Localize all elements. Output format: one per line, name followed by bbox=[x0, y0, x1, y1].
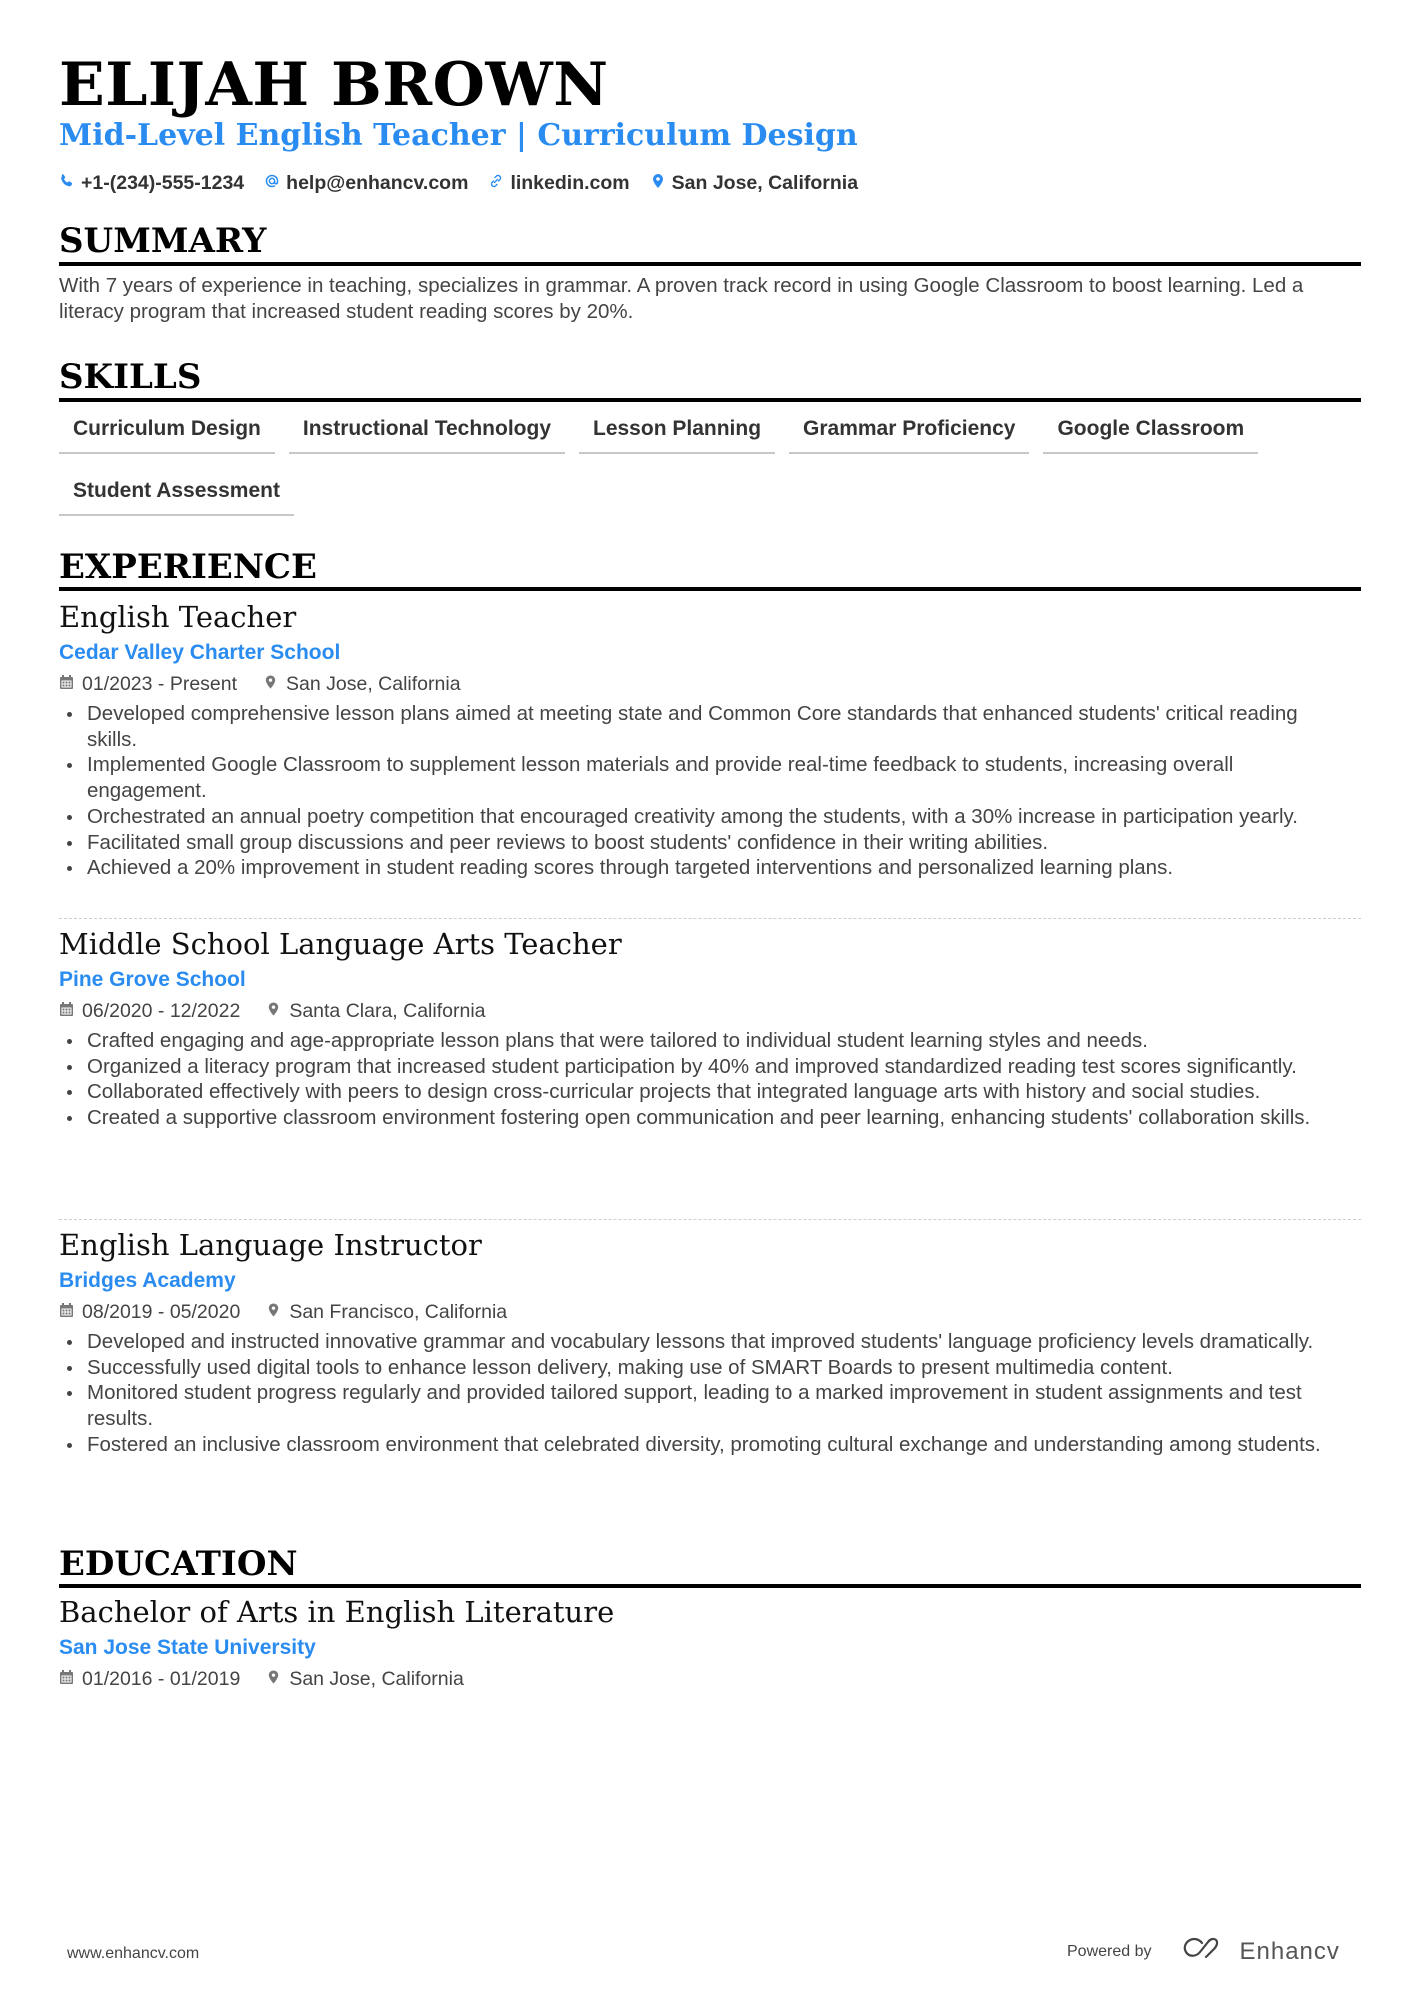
education-location bbox=[266, 1666, 464, 1692]
brand-name: Enhancv bbox=[1239, 1937, 1340, 1965]
job-bullets bbox=[59, 701, 1361, 881]
dates-text: 01/2016 - 01/2019 bbox=[82, 1668, 241, 1690]
infinity-heart-icon bbox=[1180, 1935, 1228, 1968]
job-dates bbox=[59, 1299, 240, 1325]
skill-tag: Lesson Planning bbox=[579, 410, 775, 454]
location-pin-icon bbox=[266, 998, 281, 1024]
dates-text: 01/2023 - Present bbox=[82, 673, 238, 695]
contact-location bbox=[650, 170, 858, 196]
education-heading: EDUCATION bbox=[59, 1544, 298, 1584]
footer-website[interactable]: www.enhancv.com bbox=[67, 1945, 200, 1962]
bullet-item: Collaborated effectively with peers to design cross-curricular projects that integrated language arts with history and social studies. bbox=[59, 1079, 1361, 1105]
summary-divider bbox=[59, 262, 1361, 266]
calendar-icon bbox=[59, 1666, 74, 1692]
location-text: San Jose, California bbox=[671, 172, 859, 194]
contact-phone[interactable] bbox=[59, 170, 244, 196]
bullet-item: Fostered an inclusive classroom environment that celebrated diversity, promoting cultural exchange and understanding among students. bbox=[59, 1432, 1361, 1458]
experience-divider bbox=[59, 587, 1361, 591]
footer-branding bbox=[1067, 1935, 1340, 1968]
job-location bbox=[266, 1299, 507, 1325]
job-title: English Teacher bbox=[59, 600, 297, 634]
location-text: San Francisco, California bbox=[289, 1301, 508, 1323]
summary-text: With 7 years of experience in teaching, specializes in grammar. A proven track record in using Google Classroom to boost learning. Led a literacy program that increased student reading scores by 20%. bbox=[59, 274, 1304, 323]
contact-email[interactable] bbox=[264, 170, 468, 196]
skill-tag: Grammar Proficiency bbox=[789, 410, 1029, 454]
location-pin-icon bbox=[263, 671, 278, 697]
linkedin-text: linkedin.com bbox=[510, 172, 630, 194]
skill-tag: Instructional Technology bbox=[289, 410, 565, 454]
skill-tag: Curriculum Design bbox=[59, 410, 275, 454]
skill-tag: Student Assessment bbox=[59, 472, 294, 516]
powered-by-label: Powered by bbox=[1067, 1942, 1152, 1960]
link-icon bbox=[488, 170, 504, 196]
calendar-icon bbox=[59, 671, 74, 697]
school-name: San Jose State University bbox=[59, 1636, 316, 1659]
candidate-title: Mid-Level English Teacher | Curriculum Design bbox=[59, 118, 858, 153]
company-name: Pine Grove School bbox=[59, 968, 246, 991]
job-title: Middle School Language Arts Teacher bbox=[59, 927, 622, 961]
dates-text: 06/2020 - 12/2022 bbox=[82, 1000, 241, 1022]
experience-entry bbox=[59, 926, 1361, 1131]
location-text: San Jose, California bbox=[289, 1668, 464, 1690]
calendar-icon bbox=[59, 998, 74, 1024]
job-dates bbox=[59, 671, 237, 697]
job-location bbox=[266, 998, 485, 1024]
company-name: Cedar Valley Charter School bbox=[59, 641, 341, 664]
job-meta bbox=[59, 998, 1361, 1024]
phone-icon bbox=[59, 170, 75, 196]
job-title: English Language Instructor bbox=[59, 1228, 482, 1262]
bullet-item: Orchestrated an annual poetry competition that encouraged creativity among the students, with a 30% increase in participation yearly. bbox=[59, 804, 1361, 830]
contact-linkedin[interactable] bbox=[488, 170, 629, 196]
bullet-item: Developed comprehensive lesson plans aimed at meeting state and Common Core standards that enhanced students' critical reading skills. bbox=[59, 701, 1361, 752]
contact-row bbox=[59, 170, 858, 196]
location-pin-icon bbox=[266, 1299, 281, 1325]
experience-entry bbox=[59, 599, 1361, 881]
bullet-item: Successfully used digital tools to enhance lesson delivery, making use of SMART Boards to present multimedia content. bbox=[59, 1355, 1361, 1381]
bullet-item: Achieved a 20% improvement in student reading scores through targeted interventions and personalized learning plans. bbox=[59, 855, 1361, 881]
job-bullets bbox=[59, 1028, 1361, 1131]
dates-text: 08/2019 - 05/2020 bbox=[82, 1301, 241, 1323]
bullet-item: Monitored student progress regularly and provided tailored support, leading to a marked improvement in student assignments and test results. bbox=[59, 1380, 1361, 1431]
candidate-name: ELIJAH BROWN bbox=[59, 50, 609, 120]
phone-text: +1-(234)-555-1234 bbox=[81, 172, 245, 194]
bullet-item: Implemented Google Classroom to supplement lesson materials and provide real-time feedback to students, increasing overall engagement. bbox=[59, 752, 1361, 803]
education-divider bbox=[59, 1584, 1361, 1588]
location-text: San Jose, California bbox=[286, 673, 461, 695]
email-text: help@enhancv.com bbox=[286, 172, 469, 194]
summary-heading: SUMMARY bbox=[59, 221, 267, 261]
bullet-item: Facilitated small group discussions and peer reviews to boost students' confidence in their writing abilities. bbox=[59, 830, 1361, 856]
experience-entry bbox=[59, 1227, 1361, 1458]
location-pin-icon bbox=[650, 170, 666, 196]
skill-tag: Google Classroom bbox=[1043, 410, 1258, 454]
education-entry bbox=[59, 1594, 1361, 1692]
enhancv-logo[interactable] bbox=[1180, 1935, 1340, 1968]
at-icon bbox=[264, 170, 280, 196]
job-bullets bbox=[59, 1329, 1361, 1458]
calendar-icon bbox=[59, 1299, 74, 1325]
experience-heading: EXPERIENCE bbox=[59, 547, 317, 587]
job-dates bbox=[59, 998, 240, 1024]
bullet-item: Organized a literacy program that increased student participation by 40% and improved standardized reading test scores significantly. bbox=[59, 1054, 1361, 1080]
company-name: Bridges Academy bbox=[59, 1269, 236, 1292]
bullet-item: Crafted engaging and age-appropriate lesson plans that were tailored to individual student learning styles and needs. bbox=[59, 1028, 1361, 1054]
skills-divider bbox=[59, 398, 1361, 402]
location-pin-icon bbox=[266, 1666, 281, 1692]
education-meta bbox=[59, 1666, 1361, 1692]
bullet-item: Developed and instructed innovative grammar and vocabulary lessons that improved students' language proficiency levels dramatically. bbox=[59, 1329, 1361, 1355]
bullet-item: Created a supportive classroom environment fostering open communication and peer learning, enhancing students' collaboration skills. bbox=[59, 1105, 1361, 1131]
entry-separator bbox=[59, 1219, 1361, 1220]
job-location bbox=[263, 671, 461, 697]
job-meta bbox=[59, 671, 1361, 697]
degree-title: Bachelor of Arts in English Literature bbox=[59, 1595, 615, 1629]
job-meta bbox=[59, 1299, 1361, 1325]
skills-list bbox=[59, 410, 1361, 516]
education-dates bbox=[59, 1666, 240, 1692]
location-text: Santa Clara, California bbox=[289, 1000, 486, 1022]
skills-heading: SKILLS bbox=[59, 357, 202, 397]
entry-separator bbox=[59, 918, 1361, 919]
